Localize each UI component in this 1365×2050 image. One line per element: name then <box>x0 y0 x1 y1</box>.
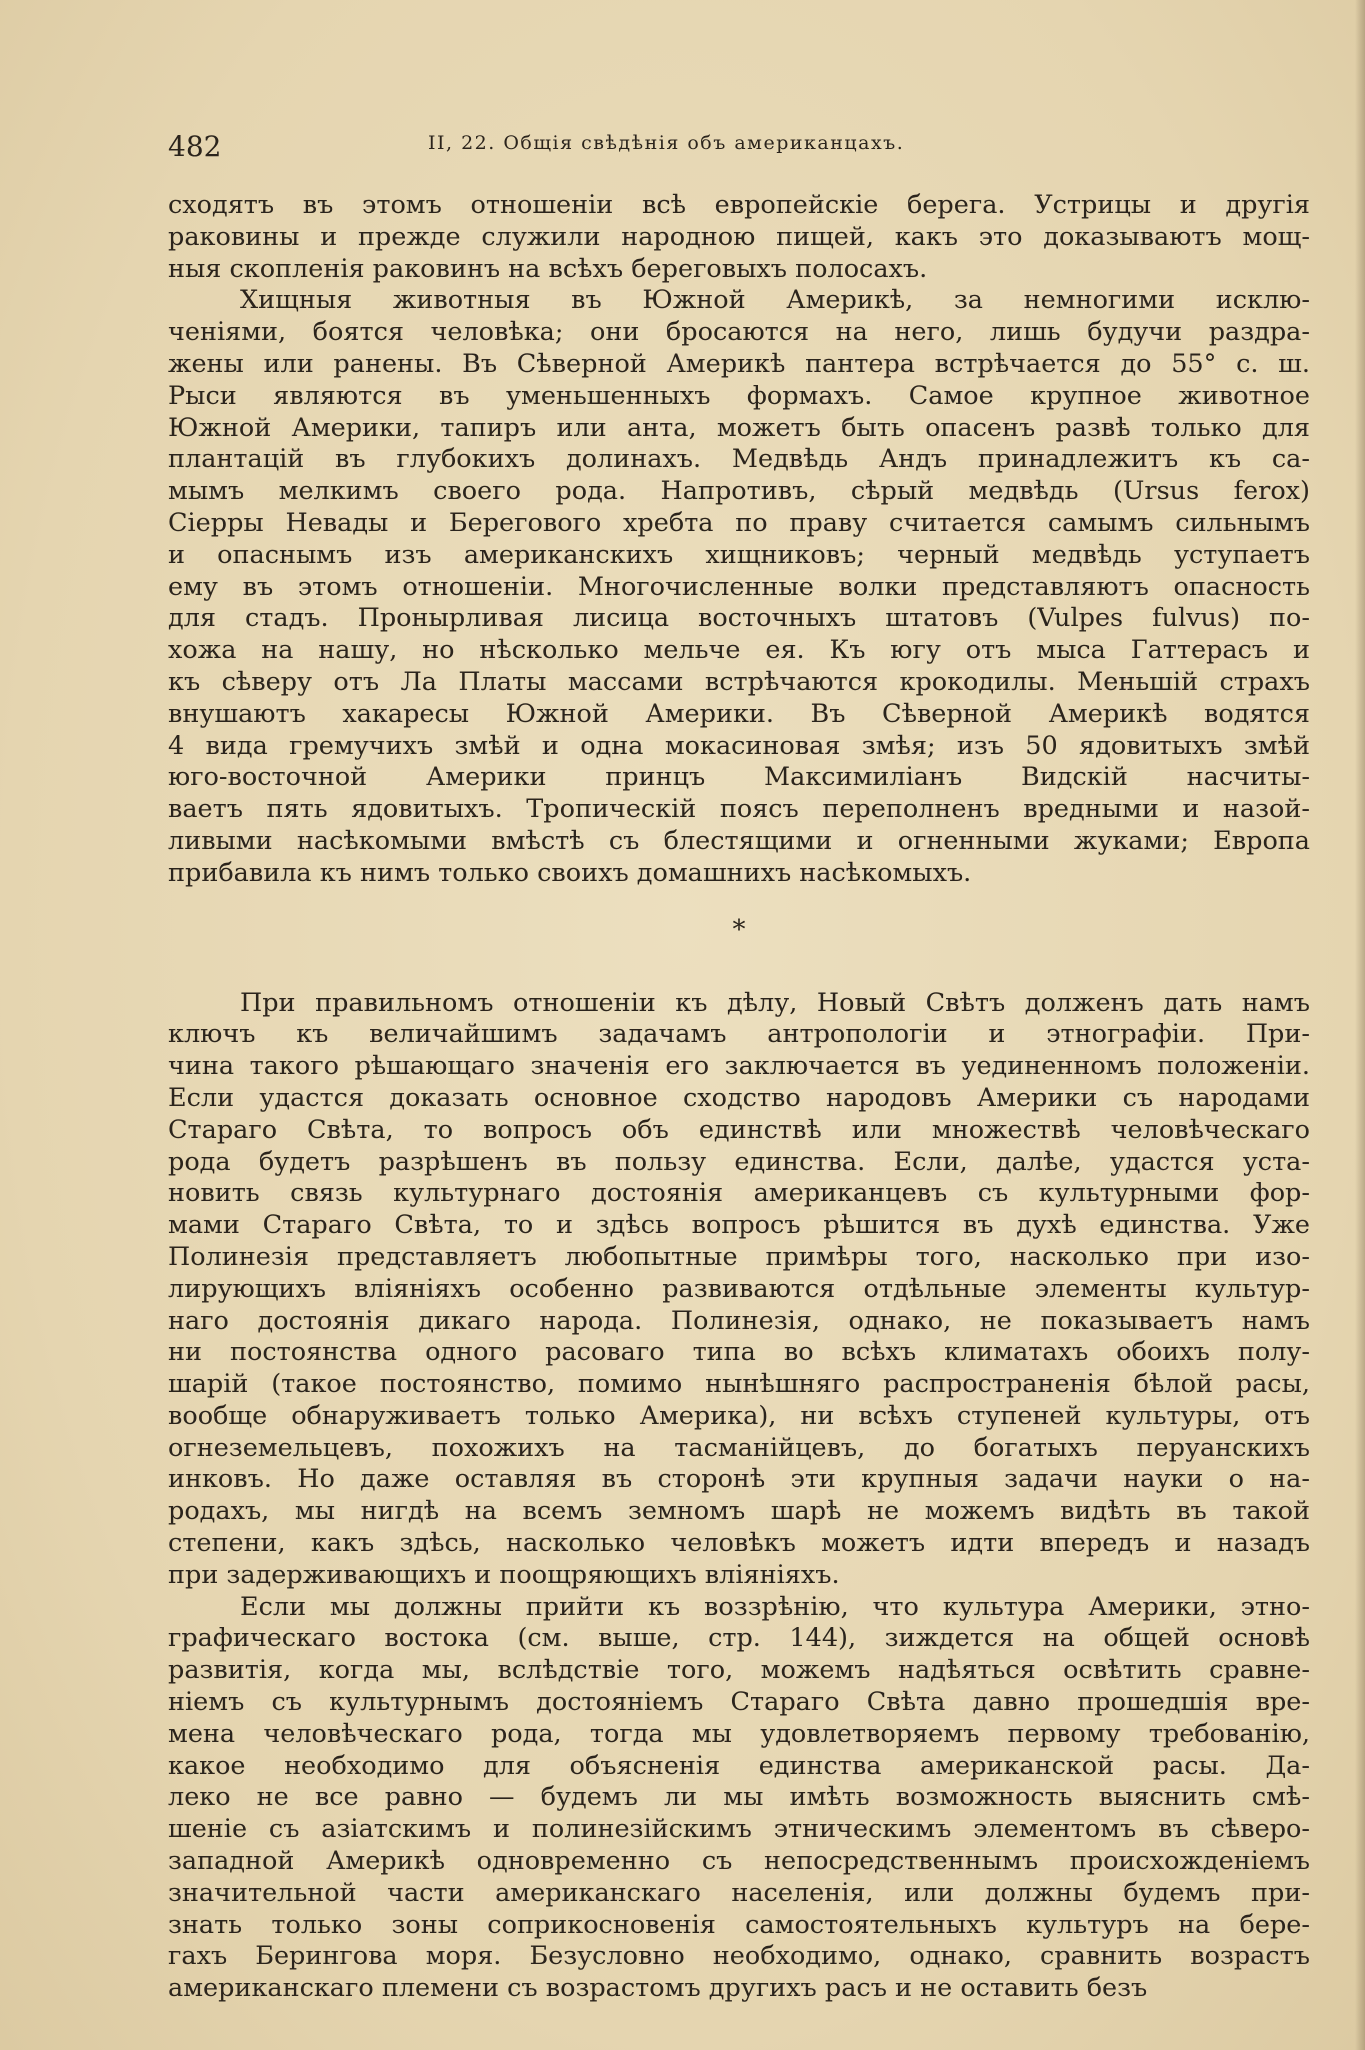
text-line: огнеземельцевъ, похожихъ на тасманійцевъ, до богатыхъ перуанскихъ <box>168 1432 1310 1463</box>
text-line: жены или ранены. Въ Сѣверной Америкѣ пантера встрѣчается до 55° с. ш. <box>168 348 1310 379</box>
text-line: инковъ. Но даже оставляя въ сторонѣ эти крупныя задачи науки о на- <box>168 1464 1310 1495</box>
text-line: внушаютъ хакаресы Южной Америки. Въ Сѣверной Америкѣ водятся <box>168 698 1310 729</box>
text-line: шеніе съ азіатскимъ и полинезійскимъ этническимъ элементомъ въ сѣверо- <box>168 1814 1310 1845</box>
text-line: плантацій въ глубокихъ долинахъ. Медвѣдь Андъ принадлежитъ къ са- <box>168 444 1310 475</box>
text-line: гахъ Берингова моря. Безусловно необходимо, однако, сравнить возрастъ <box>168 1941 1310 1972</box>
text-line: графическаго востока (см. выше, стр. 144), зиждется на общей основѣ <box>168 1623 1310 1654</box>
text-line: мымъ мелкимъ своего рода. Напротивъ, сѣрый медвѣдь (Ursus ferox) <box>168 476 1310 507</box>
text-line: ніемъ съ культурнымъ достояніемъ Стараго Свѣта давно прошедшія вре- <box>168 1687 1310 1718</box>
paragraph <box>168 190 1310 285</box>
text-line: какое необходимо для объясненія единства американской расы. Да- <box>168 1750 1310 1781</box>
text-line: Если удастся доказать основное сходство народовъ Америки съ народами <box>168 1082 1310 1113</box>
text-line: 4 вида гремучихъ змѣй и одна мокасиновая змѣя; изъ 50 ядовитыхъ змѣй <box>168 730 1310 761</box>
text-line: Если мы должны прийти къ воззрѣнію, что культура Америки, этно- <box>240 1591 1310 1622</box>
text-line: Полинезія представляетъ любопытные примѣры того, насколько при изо- <box>168 1241 1310 1272</box>
text-line: леко не все равно — будемъ ли мы имѣть возможность выяснить смѣ- <box>168 1782 1310 1813</box>
text-line: Стараго Свѣта, то вопросъ объ единствѣ или множествѣ человѣческаго <box>168 1114 1310 1145</box>
text-line: ныя скопленія раковинъ на всѣхъ береговыхъ полосахъ. <box>168 253 928 284</box>
text-line: значительной части американскаго населенія, или должны будемъ при- <box>168 1877 1310 1908</box>
text-line: Рыси являются въ уменьшенныхъ формахъ. Самое крупное животное <box>168 380 1310 411</box>
text-line: Хищныя животныя въ Южной Америкѣ, за немногими исклю- <box>240 285 1310 316</box>
text-line: наго достоянія дикаго народа. Полинезія, однако, не показываетъ намъ <box>168 1305 1310 1336</box>
text-line: американскаго племени съ возрастомъ другихъ расъ и не оставить безъ <box>168 1973 1148 2004</box>
text-line: мена человѣческаго рода, тогда мы удовлетворяемъ первому требованію, <box>168 1718 1310 1749</box>
text-line: раковины и прежде служили народною пищей, какъ это доказываютъ мощ- <box>168 221 1310 252</box>
text-line: ваетъ пять ядовитыхъ. Тропическій поясъ переполненъ вредными и назой- <box>168 794 1310 825</box>
text-line: ему въ этомъ отношеніи. Многочисленные волки представляютъ опасность <box>168 571 1310 602</box>
text-line: рода будетъ разрѣшенъ въ пользу единства. Если, далѣе, удастся уста- <box>168 1146 1310 1177</box>
paragraph <box>168 1592 1310 2005</box>
text-line: для стадъ. Пронырливая лисица восточныхъ штатовъ (Vulpes fulvus) по- <box>168 603 1310 634</box>
text-line: къ сѣверу отъ Ла Платы массами встрѣчаются крокодилы. Меньшій страхъ <box>168 666 1310 697</box>
section-divider: * <box>732 914 746 945</box>
text-line: ни постоянства одного расоваго типа во всѣхъ климатахъ обоихъ полу- <box>168 1337 1310 1368</box>
text-line: и опаснымъ изъ американскихъ хищниковъ; черный медвѣдь уступаетъ <box>168 539 1310 570</box>
text-line: ключъ къ величайшимъ задачамъ антропологіи и этнографіи. При- <box>168 1019 1310 1050</box>
running-head: II, 22. Общія свѣдѣнія объ американцахъ. <box>428 132 905 154</box>
page-header <box>168 130 1218 170</box>
page-edge <box>1355 0 1365 2050</box>
text-line: Южной Америки, тапиръ или анта, можетъ быть опасенъ развѣ только для <box>168 412 1310 443</box>
paragraph <box>168 988 1310 1592</box>
text-line: хожа на нашу, но нѣсколько мельче ея. Къ югу отъ мыса Гаттерасъ и <box>168 635 1310 666</box>
text-line: мами Стараго Свѣта, то и здѣсь вопросъ рѣшится въ духѣ единства. Уже <box>168 1210 1310 1241</box>
text-line: новить связь культурнаго достоянія американцевъ съ культурными фор- <box>168 1178 1310 1209</box>
text-line: степени, какъ здѣсь, насколько человѣкъ можетъ идти впередъ и назадъ <box>168 1528 1310 1559</box>
text-line: вообще обнаруживаетъ только Америка), ни всѣхъ ступеней культуры, отъ <box>168 1400 1310 1431</box>
text-line: западной Америкѣ одновременно съ непосредственнымъ происхожденіемъ <box>168 1846 1310 1877</box>
text-line: лирующихъ вліяніяхъ особенно развиваются отдѣльные элементы культур- <box>168 1273 1310 1304</box>
page-number: 482 <box>168 130 222 163</box>
body-text <box>168 190 1310 2005</box>
spacer <box>168 960 1310 988</box>
text-line: шарій (такое постоянство, помимо нынѣшняго распространенія бѣлой расы, <box>168 1369 1310 1400</box>
text-line: развитія, когда мы, вслѣдствіе того, можемъ надѣяться освѣтить сравне- <box>168 1655 1310 1686</box>
text-line: Сіерры Невады и Берегового хребта по праву считается самымъ сильнымъ <box>168 507 1310 538</box>
text-line: прибавила къ нимъ только своихъ домашнихъ насѣкомыхъ. <box>168 857 972 888</box>
text-line: чина такого рѣшающаго значенія его заключается въ уединенномъ положеніи. <box>168 1051 1310 1082</box>
text-line: ливыми насѣкомыми вмѣстѣ съ блестящими и огненными жуками; Европа <box>168 825 1310 856</box>
paragraph <box>168 285 1310 889</box>
text-line: ченіями, боятся человѣка; они бросаются на него, лишь будучи раздра- <box>168 317 1310 348</box>
text-line: знать только зоны соприкосновенія самостоятельныхъ культуръ на бере- <box>168 1909 1310 1940</box>
text-line: сходятъ въ этомъ отношеніи всѣ европейскіе берега. Устрицы и другія <box>168 190 1310 220</box>
text-line: при задерживающихъ и поощряющихъ вліяніяхъ. <box>168 1559 840 1590</box>
text-line: юго-восточной Америки принцъ Максимиліанъ Видскій насчиты- <box>168 762 1310 793</box>
text-line: При правильномъ отношеніи къ дѣлу, Новый Свѣтъ долженъ дать намъ <box>240 987 1310 1018</box>
text-line: родахъ, мы нигдѣ на всемъ земномъ шарѣ не можемъ видѣть въ такой <box>168 1496 1310 1527</box>
